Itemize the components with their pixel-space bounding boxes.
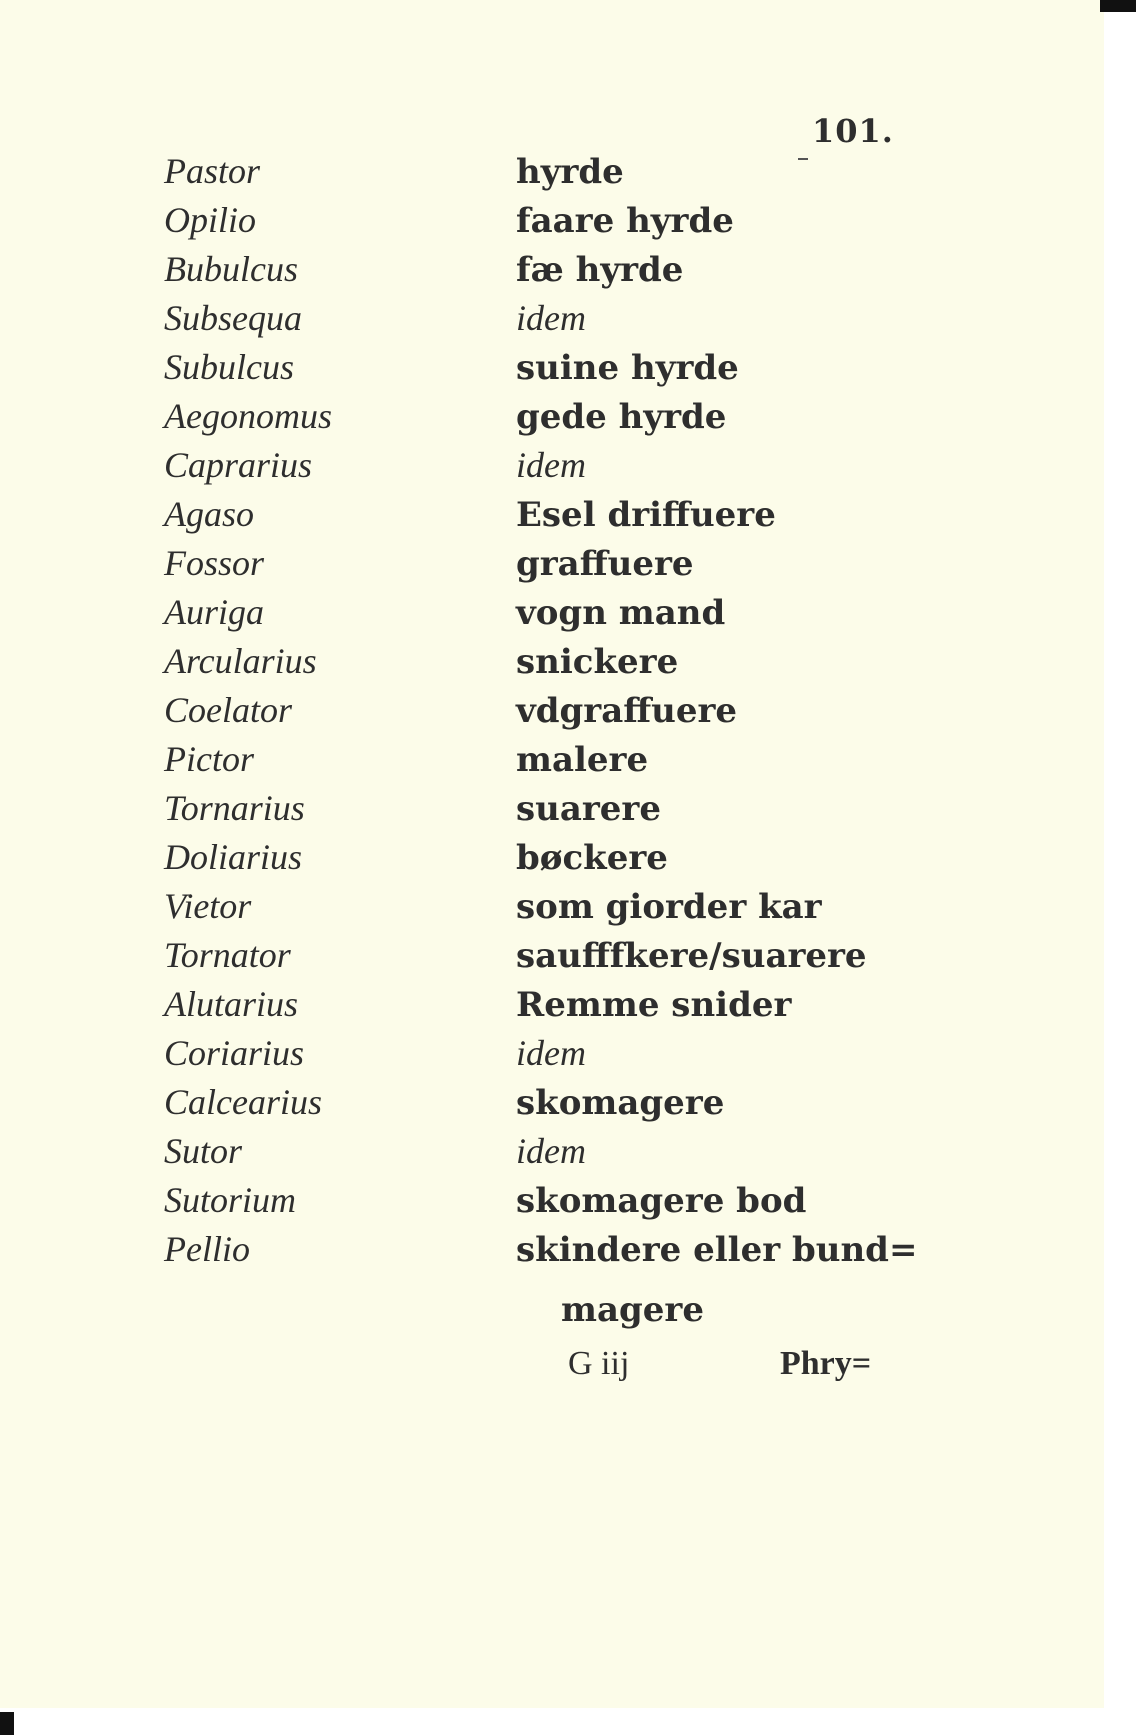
latin-term: Tornator	[164, 935, 291, 975]
glossary-entry	[164, 199, 924, 248]
danish-term: idem	[516, 1033, 586, 1073]
glossary-entry	[164, 1032, 924, 1081]
latin-term: Calcearius	[164, 1082, 322, 1122]
glossary-entry	[164, 493, 924, 542]
danish-term: suarere	[516, 789, 661, 829]
glossary-entry	[164, 395, 924, 444]
danish-term: skomagere	[516, 1083, 725, 1123]
latin-term: Coelator	[164, 690, 293, 730]
catchword: Phry=	[780, 1345, 872, 1382]
glossary-entry	[164, 591, 924, 640]
latin-term: Coriarius	[164, 1033, 305, 1073]
latin-term: Subsequa	[164, 298, 302, 338]
latin-term: Pictor	[164, 739, 254, 779]
danish-term: fæ hyrde	[516, 250, 684, 290]
latin-term: Subulcus	[164, 347, 294, 387]
glossary-entry	[164, 738, 924, 787]
glossary-entry	[164, 542, 924, 591]
danish-term: som giorder kar	[516, 887, 822, 927]
danish-term: idem	[516, 1131, 586, 1171]
danish-term: suine hyrde	[516, 348, 739, 388]
danish-term: Esel driffuere	[516, 495, 776, 535]
glossary-entry	[164, 885, 924, 934]
glossary-entry	[164, 1130, 924, 1179]
latin-term: Sutor	[164, 1131, 243, 1171]
glossary-entry	[164, 689, 924, 738]
glossary-entry	[164, 248, 924, 297]
latin-term: Sutorium	[164, 1180, 297, 1220]
latin-term: Pellio	[164, 1229, 250, 1269]
latin-term: Caprarius	[164, 445, 313, 485]
danish-term: vdgraffuere	[516, 691, 738, 731]
danish-term: idem	[516, 445, 586, 485]
latin-term: Doliarius	[164, 837, 303, 877]
danish-term: snickere	[516, 642, 679, 682]
danish-term: vogn mand	[516, 593, 726, 633]
latin-term: Alutarius	[164, 984, 299, 1024]
scan-edge-mark	[1100, 0, 1136, 12]
signature-mark: G iij	[568, 1345, 630, 1382]
latin-term: Auriga	[164, 592, 265, 632]
glossary-entry	[164, 346, 924, 395]
glossary-entry	[164, 297, 924, 346]
glossary-entry	[164, 1228, 924, 1277]
danish-term: skomagere bod	[516, 1181, 807, 1221]
danish-term: malere	[516, 740, 649, 780]
danish-term: graffuere	[516, 544, 694, 584]
latin-term: Opilio	[164, 200, 257, 240]
continued-word: magere	[561, 1290, 704, 1330]
glossary-entry	[164, 640, 924, 689]
latin-term: Arcularius	[164, 641, 317, 681]
glossary-entry	[164, 1081, 924, 1130]
danish-term: idem	[516, 298, 586, 338]
glossary-entry	[164, 1179, 924, 1228]
danish-term: saufffkere/suarere	[516, 936, 867, 976]
danish-term: bøckere	[516, 838, 668, 878]
latin-term: Aegonomus	[164, 396, 332, 436]
scan-edge-mark	[0, 1712, 14, 1735]
danish-term: faare hyrde	[516, 201, 734, 241]
glossary-entry	[164, 836, 924, 885]
danish-term: skindere eller bund=	[516, 1230, 918, 1270]
glossary-list	[164, 150, 924, 1277]
latin-term: Vietor	[164, 886, 252, 926]
glossary-entry	[164, 934, 924, 983]
glossary-entry	[164, 444, 924, 493]
danish-term: gede hyrde	[516, 397, 727, 437]
latin-term: Fossor	[164, 543, 265, 583]
glossary-entry	[164, 787, 924, 836]
glossary-entry	[164, 150, 924, 199]
glossary-entry	[164, 983, 924, 1032]
latin-term: Agaso	[164, 494, 254, 534]
danish-term: Remme snider	[516, 985, 792, 1025]
latin-term: Tornarius	[164, 788, 305, 828]
latin-term: Pastor	[164, 151, 261, 191]
latin-term: Bubulcus	[164, 249, 298, 289]
danish-term: hyrde	[516, 152, 624, 192]
page-number: 101.	[812, 112, 894, 150]
